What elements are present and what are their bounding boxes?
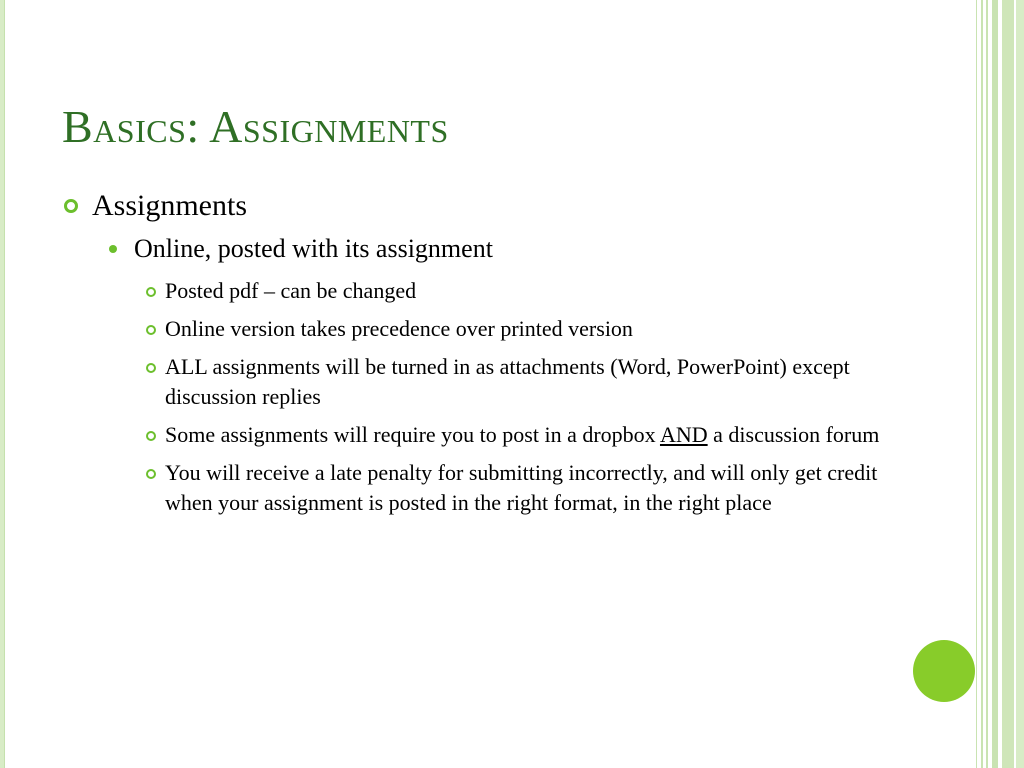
bullet-text: Posted pdf – can be changed [165, 278, 417, 303]
slide-content [62, 186, 882, 526]
bullet-text: You will receive a late penalty for submitting incorrectly, and will only get credit when your assignment is posted in the right format, in the right place [165, 460, 878, 515]
ring-bullet-icon [146, 287, 156, 297]
right-stripes-decoration [976, 0, 1024, 768]
bullet-text-part: Some assignments will require you to post in a dropbox [165, 422, 660, 447]
ring-bullet-icon [146, 431, 156, 441]
stripe [976, 0, 977, 768]
bullet-level3 [62, 352, 882, 412]
bullet-text: ALL assignments will be turned in as attachments (Word, PowerPoint) except discussion replies [165, 354, 850, 409]
green-circle-decoration [913, 640, 975, 702]
bullet-text: Assignments [92, 189, 248, 222]
underlined-emphasis: AND [659, 422, 708, 447]
bullet-text-part: a discussion forum [707, 422, 880, 447]
stripe [992, 0, 998, 768]
bullet-level1 [62, 186, 882, 226]
ring-bullet-icon [146, 363, 156, 373]
bullet-text: Online, posted with its assignment [134, 234, 493, 263]
bullet-level3 [62, 458, 882, 518]
stripe [981, 0, 983, 768]
slide-title: Basics: Assignments [62, 101, 449, 152]
stripe [1002, 0, 1014, 768]
ring-bullet-icon [146, 469, 156, 479]
ring-bullet-icon [146, 325, 156, 335]
bullet-level3 [62, 420, 882, 450]
stripe [1016, 0, 1024, 768]
bullet-level2 [62, 232, 882, 266]
ring-bullet-icon [64, 199, 78, 213]
bullet-level3 [62, 276, 882, 306]
dot-bullet-icon [109, 245, 117, 253]
stripe [986, 0, 988, 768]
left-border-decoration [0, 0, 5, 768]
bullet-level3 [62, 314, 882, 344]
bullet-text: Online version takes precedence over printed version [165, 316, 633, 341]
